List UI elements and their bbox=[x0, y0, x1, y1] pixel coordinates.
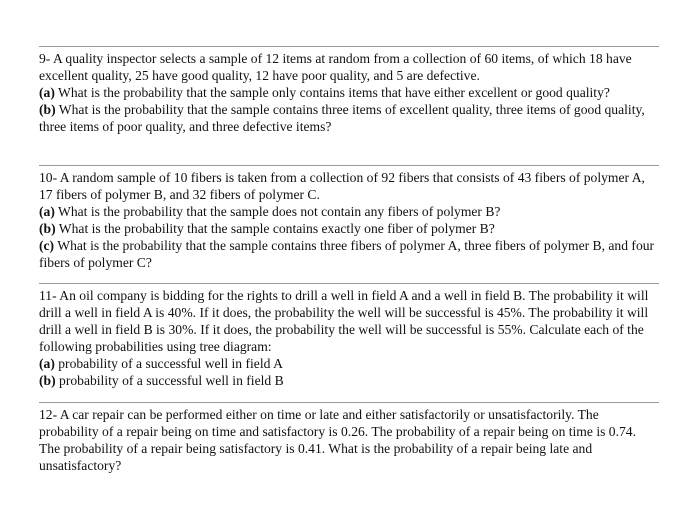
problem-stem: 9- A quality inspector selects a sample of 12 items at random from a collection of 60 items, of which 18 have excellent quality, 25 have good quality, 12 have poor quality, and 5 are defective. bbox=[39, 51, 632, 83]
problem-stem: 11- An oil company is bidding for the rights to drill a well in field A and a well in field B. The probability it will drill a well in field A is 40%. If it does, the probability the well will be successful is 45%. The probability it will drill a well in field B is 30%. If it does, the probability the well will be successful is 55%. Calculate each of the following probabilities using tree diagram: bbox=[39, 288, 649, 354]
part-label: (c) bbox=[39, 238, 55, 253]
part-text: What is the probability that the sample does not contain any fibers of polymer B? bbox=[54, 204, 501, 219]
part-label: (b) bbox=[39, 373, 56, 388]
part-text: probability of a successful well in field B bbox=[55, 373, 284, 388]
part-text: What is the probability that the sample contains exactly one fiber of polymer B? bbox=[55, 221, 495, 236]
part-label: (a) bbox=[39, 356, 55, 371]
problem-part bbox=[39, 203, 659, 220]
part-label: (b) bbox=[39, 221, 56, 236]
part-label: (b) bbox=[39, 102, 56, 117]
problem-12 bbox=[39, 402, 659, 474]
problem-part bbox=[39, 220, 659, 237]
part-label: (a) bbox=[39, 204, 55, 219]
problem-part bbox=[39, 372, 659, 389]
part-text: What is the probability that the sample only contains items that have either excellent or good quality? bbox=[54, 85, 610, 100]
part-text: What is the probability that the sample contains three items of excellent quality, three items of good quality, three items of poor quality, and three defective items? bbox=[39, 102, 645, 134]
problem-stem: 12- A car repair can be performed either on time or late and either satisfactorily or unsatisfactorily. The probability of a repair being on time and satisfactory is 0.26. The probability of a repair being on time is 0.74. The probability of a repair being satisfactory is 0.41. What is the probability of a repair being late and unsatisfactory? bbox=[39, 407, 636, 473]
problem-part bbox=[39, 101, 659, 135]
problem-part bbox=[39, 355, 659, 372]
problem-part bbox=[39, 237, 659, 271]
problem-stem: 10- A random sample of 10 fibers is taken from a collection of 92 fibers that consists of 43 fibers of polymer A, 17 fibers of polymer B, and 32 fibers of polymer C. bbox=[39, 170, 645, 202]
problem-9 bbox=[39, 46, 659, 135]
problem-10 bbox=[39, 165, 659, 271]
problem-part bbox=[39, 84, 659, 101]
problem-11 bbox=[39, 283, 659, 389]
part-text: probability of a successful well in field A bbox=[54, 356, 283, 371]
part-label: (a) bbox=[39, 85, 55, 100]
part-text: What is the probability that the sample contains three fibers of polymer A, three fibers of polymer B, and four fibers of polymer C? bbox=[39, 238, 655, 270]
